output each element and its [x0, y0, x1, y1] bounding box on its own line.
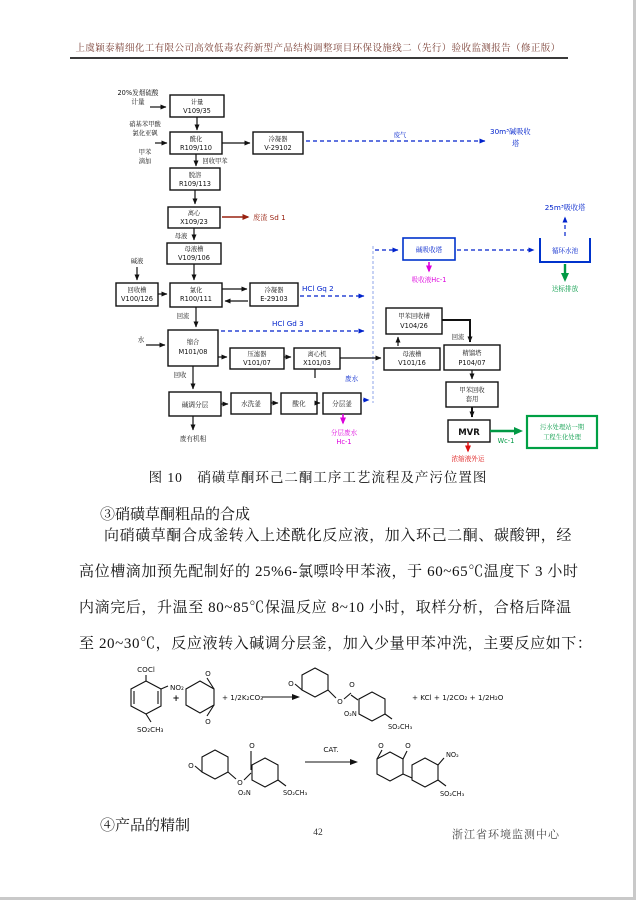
- r1-benzene-ring: [131, 681, 161, 714]
- pool-label: 循环水池: [551, 247, 579, 255]
- box-distillation-code: P104/07: [458, 359, 486, 367]
- r2-o-carbonyl: O: [249, 741, 255, 750]
- box-filter-label: 压滤器: [247, 351, 267, 358]
- recover-toluene-label: 回收甲苯: [202, 158, 228, 165]
- para3-title: ③硝磺草酮粗品的合成: [100, 507, 251, 523]
- r1-product-o-bond: [295, 684, 302, 690]
- r1-byproducts: + KCl + 1/2CO₂ + 1/2H₂O: [412, 693, 504, 702]
- para3-line4: 至 20~30℃，反应液转入碱调分层釜，加入少量甲苯冲洗，主要反应如下：: [79, 636, 593, 652]
- box-recovery-v10426: [386, 308, 442, 334]
- r2-ester-bond2: [244, 773, 251, 780]
- chain4-label: 分层釜: [332, 400, 352, 408]
- r2-ester-bond1: [228, 772, 236, 779]
- box-recovery2-label: 甲苯回收槽: [398, 313, 430, 320]
- r2-p-o2: O: [405, 741, 411, 750]
- wwtp-label-l2: 工程生化处理: [543, 434, 581, 441]
- r2-p-o2-bond: [403, 751, 407, 759]
- r1-plus1: +: [172, 694, 180, 704]
- r1-product-benzene: [359, 692, 385, 721]
- r1-ester-bond2: [344, 693, 351, 699]
- r2-product-benzene: [412, 758, 438, 787]
- input-acyl-1: 硝基苯甲酸: [129, 121, 161, 128]
- chain2-label: 水洗釜: [241, 400, 261, 408]
- r1-product-o-ring: O: [288, 679, 294, 688]
- mvr-residue-label: 浓缩液外运: [451, 455, 485, 463]
- box-metering-label: 计量: [190, 99, 204, 106]
- para4-title: ④产品的精制: [100, 818, 191, 834]
- page-header-title: 上虞颖泰精细化工有限公司高效低毒农药新型产品结构调整项目环保设施线二（先行）验收监测报告（修正版）: [75, 44, 561, 54]
- r1-dione-ring: [186, 681, 214, 713]
- r1-benzene-dbonds: [134, 691, 158, 704]
- r2-cat: CAT.: [323, 745, 339, 754]
- r1-so2b: SO₂CH₃: [388, 723, 413, 731]
- r1-cocl: COCl: [137, 665, 155, 674]
- box-tank-code: V109/106: [178, 254, 210, 262]
- box-acylation-code: R109/110: [180, 144, 212, 152]
- r2-o-ring-bond: [195, 766, 202, 772]
- solid-waste-sd1-label: 废渣 Sd 1: [253, 213, 286, 222]
- input-acyl-3: 甲苯: [138, 149, 152, 156]
- discharge-label: 达标排放: [551, 285, 579, 293]
- r1-o-top: O: [205, 669, 211, 678]
- r2-p-o1: O: [378, 741, 384, 750]
- r2-so2ch3: SO₂CH₃: [283, 789, 308, 797]
- box-condensation-label: 缩合: [186, 339, 200, 346]
- box-tank2-code: V101/16: [398, 359, 426, 367]
- box-centrifuge2-label: 离心机: [307, 351, 327, 358]
- box-distillation-label: 精馏塔: [462, 350, 482, 357]
- box-tank2-label: 母液槽: [402, 351, 422, 358]
- r2-o-ester: O: [237, 778, 243, 787]
- absorb-liquid-label: 吸收液Hc-1: [411, 276, 447, 284]
- r2-bridge-bond: [403, 774, 412, 778]
- box-desolvent-code: R109/113: [179, 180, 211, 188]
- hcl-gd3-label: HCl Gd 3: [272, 319, 304, 328]
- para3-line2: 高位槽滴加预先配制好的 25%6-氯嘌呤甲苯液，于 60~65℃温度下 3 小时: [79, 564, 579, 580]
- tower25-label: 25m³吸收塔: [544, 203, 586, 212]
- mother-liquor-label: 母液: [174, 233, 188, 240]
- box-condenser-code: V-29102: [264, 144, 292, 152]
- input-acyl-4: 滴加: [138, 158, 152, 165]
- page-number: 42: [313, 828, 323, 838]
- r1-bond-no2: [161, 686, 168, 689]
- box-reuse: [446, 382, 498, 407]
- box-recovery-label: 回收槽: [127, 287, 147, 294]
- box-desolvent-label: 脱溶: [188, 172, 202, 179]
- box-filter-code: V101/07: [243, 359, 271, 367]
- reflux-label: 回流: [176, 313, 190, 320]
- r1-o-carbonyl: O: [349, 680, 355, 689]
- r1-ester-bond3: [351, 695, 358, 700]
- box-acylation-label: 酰化: [189, 136, 203, 143]
- input-sulfuric-label2: 计量: [131, 98, 145, 106]
- box-centrifuge2-code: X101/03: [303, 359, 331, 367]
- figure-caption: 图 10 硝磺草酮环己二酮工序工艺流程及产污位置图: [148, 470, 488, 485]
- box-recovery2-code: V104/26: [400, 322, 428, 330]
- input-sulfuric-label: 20%发烟硫酸: [117, 89, 159, 97]
- box-centrifuge-label: 离心: [187, 210, 201, 217]
- box-reuse-l2: 套用: [465, 396, 479, 403]
- wc1-label: Wc-1: [497, 437, 515, 445]
- box-chlorination-code: R100/111: [180, 295, 212, 303]
- r1-ester-bond1: [328, 690, 336, 698]
- box-recovery-code: V100/126: [121, 295, 153, 303]
- r2-o2n: O₂N: [238, 789, 251, 797]
- filtrate-label: 废水: [345, 375, 359, 383]
- input-water-label: 水: [137, 336, 145, 344]
- mvr-label: MVR: [458, 428, 480, 438]
- r1-o2n: O₂N: [344, 710, 357, 718]
- r2-p-so2-bond: [438, 780, 446, 786]
- para3-line3: 内滴完后，升温至 80~85℃保温反应 8~10 小时，取样分析，合格后降温: [79, 600, 572, 616]
- r1-so2-bond: [385, 714, 392, 719]
- box-condenser-label: 冷凝器: [268, 136, 288, 143]
- r1-o-bot: O: [205, 717, 211, 726]
- box-condensation-code: M101/08: [178, 348, 208, 356]
- footer-organization: 浙江省环境监测中心: [452, 829, 560, 841]
- chain3-label: 酸化: [292, 400, 306, 408]
- wash-water-label-l2: Hc-1: [336, 438, 352, 446]
- r2-benzene: [252, 758, 278, 787]
- input-acyl-2: 氯化亚砜: [132, 130, 158, 137]
- r2-o-ring: O: [188, 761, 194, 770]
- alkaline-tower-label: 碱吸收塔: [415, 246, 443, 254]
- r2-product-dione-ring: [377, 752, 403, 781]
- tower30-label-l2: 塔: [512, 139, 520, 148]
- box-chlorination-label: 氯化: [189, 287, 203, 294]
- box-tank-label: 母液槽: [184, 246, 204, 253]
- box-reuse-l1: 甲苯回收: [459, 387, 485, 394]
- box-wwtp: [527, 416, 597, 448]
- r2-enone-ring: [202, 750, 228, 779]
- hcl-gq2-label: HCl Gq 2: [302, 284, 334, 293]
- para3-line1: 向硝磺草酮合成釜转入上述酰化反应液，加入环己二酮、碳酸钾，经: [104, 528, 573, 544]
- r1-no2: NO₂: [170, 683, 184, 692]
- r1-so2ch3: SO₂CH₃: [137, 725, 164, 734]
- r2-p-no2: NO₂: [446, 751, 459, 759]
- r1-o-ester: O: [337, 697, 343, 706]
- wwtp-label-l1: 污水处理站一期: [539, 424, 585, 431]
- r1-k2co3: + 1/2K₂CO₃: [222, 693, 264, 702]
- r2-so2-bond: [278, 780, 286, 786]
- r2-p-so2ch3: SO₂CH₃: [440, 790, 465, 798]
- r2-p-no2-bond: [438, 758, 444, 765]
- chain1-label: 碱调分层: [181, 401, 209, 409]
- box-metering-code: V109/35: [183, 107, 211, 115]
- solvent-label: 回收: [173, 372, 187, 379]
- gas1-label: 废气: [393, 132, 407, 139]
- r1-bond-so2: [146, 714, 151, 722]
- reaction-schemes: [0, 660, 636, 815]
- input-alkali-label: 碱液: [130, 258, 144, 265]
- chain1-out-label: 废有机相: [179, 435, 207, 443]
- p-top-label: 回流: [451, 334, 465, 341]
- box-centrifuge-code: X109/23: [180, 218, 208, 226]
- box-condenser2-code: E-29103: [260, 295, 288, 303]
- box-condenser2-label: 冷凝器: [264, 287, 284, 294]
- r1-product-enone-ring: [302, 668, 328, 697]
- tower30-label-l1: 30m³碱吸收: [490, 127, 531, 136]
- wash-water-label-l1: 分层废水: [330, 429, 358, 437]
